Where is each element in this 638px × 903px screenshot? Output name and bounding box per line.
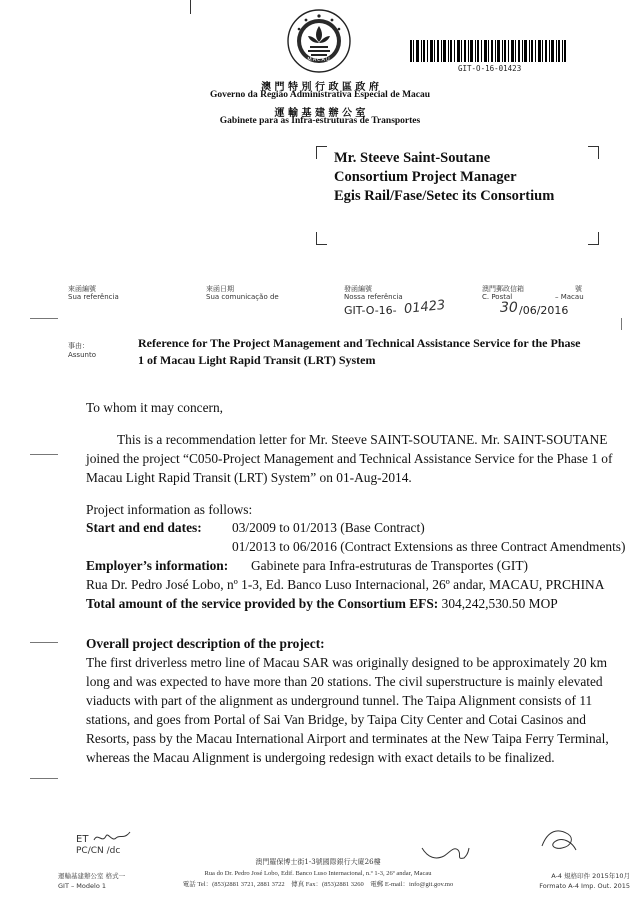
footer-address-pt: Rua do Dr. Pedro José Lobo, Edif. Banco Luso Internacional, n.º 1-3, 26º andar, Macau	[204, 870, 432, 877]
signature-scribble-icon	[538, 826, 578, 856]
postal-macau: – Macau	[555, 293, 584, 301]
postal-no-zh: 號	[575, 285, 582, 293]
dates-label: Start and end dates:	[86, 520, 202, 535]
footer-right-zh: A-4 規格印件 2015年10月	[551, 872, 630, 880]
date-handwritten: 30	[500, 300, 518, 316]
employer-label: Employer’s information:	[86, 558, 229, 573]
footer-right-pt: Formato A-4 Imp. Out. 2015	[539, 882, 630, 890]
seal-label: MACAU	[307, 57, 331, 63]
office-name-pt: Gabinete para as Infra-estruturas de Transportes	[219, 116, 421, 126]
total-amount	[86, 594, 558, 614]
your-comm-pt: Sua comunicação de	[206, 293, 279, 301]
footer-left-zh: 運輸基建辦公室 格式一	[58, 872, 126, 880]
barcode-number: GIT-O-16-01423	[458, 64, 522, 73]
overall-line-5: Resorts, pass by the Macau International Airport and terminates at the New Taipa Ferry Terminal,	[86, 731, 609, 746]
total-label: Total amount of the service provided by the Consortium EFS:	[86, 596, 439, 611]
initials-et: ET	[76, 834, 89, 845]
your-comm-zh: 來函日期	[206, 285, 234, 293]
barcode	[410, 40, 566, 62]
subject-line-1: Reference for The Project Management and Technical Assistance Service for the Phase	[138, 336, 581, 350]
initials-scribble-icon	[92, 828, 132, 848]
top-rule	[190, 0, 191, 14]
recipient-title: Consortium Project Manager	[334, 169, 517, 185]
margin-tick	[30, 642, 58, 643]
overall-line-4: stations, and goes from Portal of Sai Van Bridge, by Taipa City Center and Cotai Casinos and	[86, 712, 586, 727]
margin-tick	[30, 454, 58, 455]
our-ref-pt: Nossa referência	[344, 293, 403, 301]
total-value: 304,242,530.50 MOP	[441, 596, 558, 611]
office-name-zh: 運 輸 基 建 辦 公 室	[274, 108, 366, 119]
recipient-company: Egis Rail/Fase/Setec its Consortium	[334, 188, 555, 204]
employer-name: Gabinete para Infra-estruturas de Transportes (GIT)	[251, 558, 529, 573]
window-corner-tr	[588, 146, 599, 159]
footer-contact: 電話 Tel：(853)2881 3721, 2881 3722 傳真 Fax：(853)2881 3260 電郵 E-mail：info@git.gov.mo	[182, 881, 454, 888]
employer-address: Rua Dr. Pedro José Lobo, nº 1-3, Ed. Banco Luso Internacional, 26º andar, MACAU, PRCHINA	[86, 577, 605, 592]
overall-line-6: whereas the Macau Alignment is undergoing redesign with exact details to be finalized.	[86, 750, 555, 765]
subject-line-2: 1 of Macau Light Rapid Transit (LRT) System	[138, 353, 376, 367]
footer-left-pt: GIT – Modelo 1	[58, 882, 107, 890]
dates-line-1: 03/2009 to 01/2013 (Base Contract)	[232, 520, 425, 535]
dates-line-2: 01/2013 to 06/2016 (Contract Extensions as three Contract Amendments)	[232, 539, 626, 554]
window-corner-tl	[316, 146, 327, 159]
gov-name-pt: Governo da Região Administrativa Especial de Macau	[209, 90, 431, 100]
overall-line-2: long and was expected to have more than 20 stations. The civil superstructure is mainly elevated	[86, 674, 603, 689]
overall-line-3: viaducts with part of the alignment as underground tunnel. The Taipa Alignment consists of 11	[86, 693, 593, 708]
our-ref-handwritten: 01423	[403, 297, 447, 318]
postal-zh: 澳門郵政信箱	[482, 285, 524, 293]
window-corner-br	[588, 232, 599, 245]
footer-address-zh: 澳門羅保博士街1-3號國際銀行大廈26樓	[255, 858, 381, 866]
para1-line-1: This is a recommendation letter for Mr. Steeve SAINT-SOUTANE. Mr. SAINT-SOUTANE	[117, 432, 608, 447]
macau-seal-icon	[286, 8, 352, 74]
overall-heading: Overall project description of the project:	[86, 636, 325, 651]
info-intro: Project information as follows:	[86, 502, 253, 517]
your-ref-pt: Sua referência	[68, 293, 119, 301]
overall-line-1: The first driverless metro line of Macau SAR was originally designed to be approximately 20 km	[86, 655, 607, 670]
margin-tick-right	[621, 318, 622, 330]
salutation: To whom it may concern,	[86, 400, 224, 415]
window-corner-bl	[316, 232, 327, 245]
margin-tick	[30, 778, 58, 779]
our-ref-zh: 發函編號	[344, 285, 372, 293]
date-value: /06/2016	[519, 304, 569, 317]
our-ref-value: GIT-O-16-	[344, 304, 397, 317]
initials-pc-cn: PC/CN /dc	[76, 846, 121, 856]
para1-line-3: Macau Light Rapid Transit (LRT) System” on 01-Aug-2014.	[86, 470, 412, 485]
subject-label-zh: 事由：	[68, 342, 89, 350]
your-ref-zh: 來函編號	[68, 285, 96, 293]
recipient-name: Mr. Steeve Saint-Soutane	[334, 150, 491, 166]
margin-tick	[30, 318, 58, 319]
para1-line-2: joined the project “C050-Project Management and Technical Assistance Service for the Phase 1 of	[86, 451, 613, 466]
subject-label-pt: Assunto	[68, 351, 96, 359]
postal-pt: C. Postal	[482, 293, 513, 301]
gov-name-zh: 澳 門 特 別 行 政 區 政 府	[261, 82, 379, 93]
